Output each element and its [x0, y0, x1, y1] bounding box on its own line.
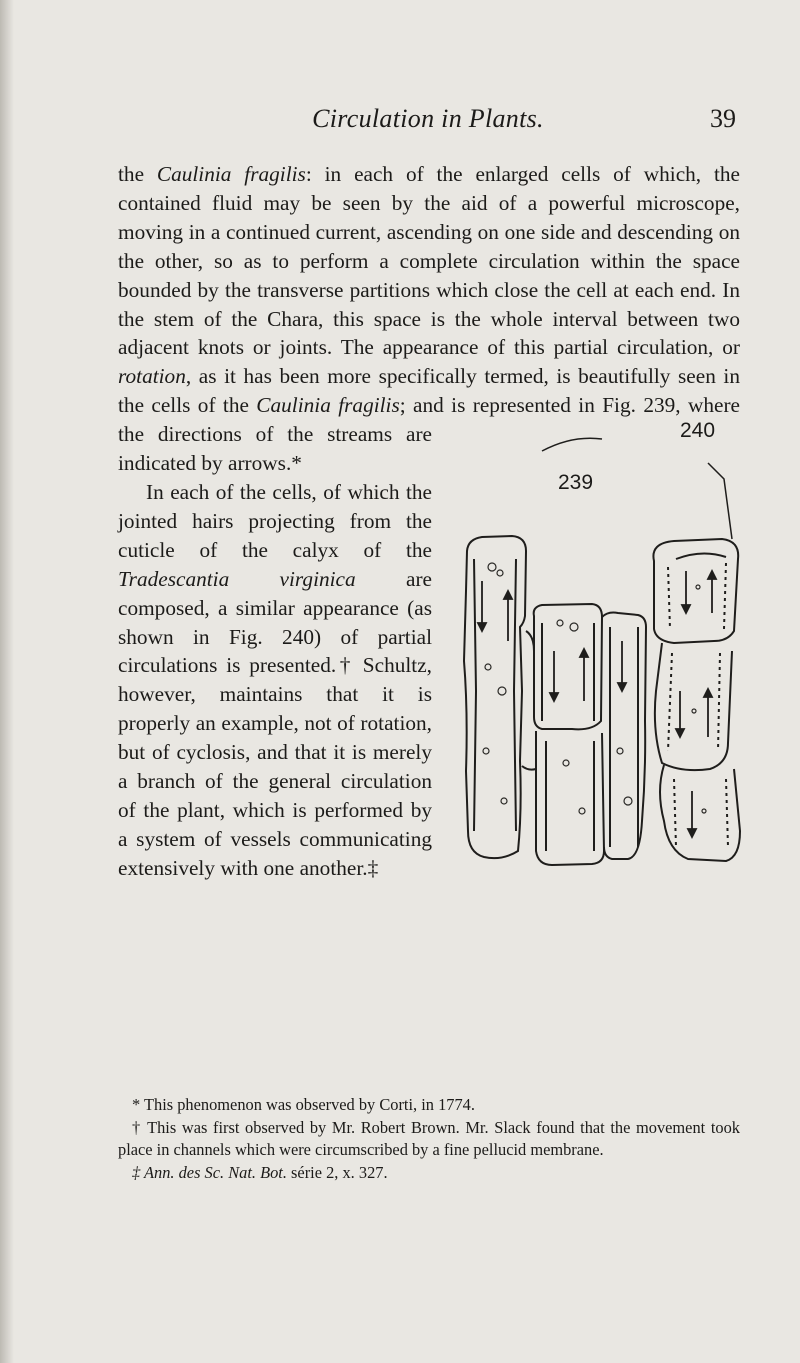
p1-text-b: : in each of the enlarged cells of which, the contained fluid may be seen by the aid of a powerful microscope, moving in a continued current, ascending on one side and descending on the other, so as to perform a complete circulation within the space bounded by the transverse partitions which close the cell at each end. In the stem of the Chara, this space is the whole interval between two adjacent knots or joints. The appearance of this partial circulation, or [118, 162, 741, 360]
footnote-3-rest: série 2, x. 327. [286, 1162, 388, 1182]
p1-species-name-1: Caulinia fragilis [156, 162, 306, 186]
paragraph-1 [118, 160, 741, 495]
p2-text-b: are composed, a similar appearance (as shown in Fig. 240) of partial circulations is presented.† Schultz, however, maintains that it is properly an example, not of rotation, but of cyclosis, and that it is merely a branch of the general circulation of the plant, which is performed by a system of vessels communicating extensively with one another.‡ [118, 566, 433, 880]
p1-term-rotation: rotation [118, 364, 186, 389]
footnotes [118, 1094, 740, 1184]
body-text [118, 160, 740, 887]
fig239-mid-cell-top [534, 604, 602, 729]
p2-species-name: Tradescantia virginica [118, 566, 356, 591]
fig240-cell-bottom [660, 765, 740, 861]
p1-text-a: the [118, 162, 157, 186]
running-head: Circulation in Plants. [312, 104, 544, 133]
footnote-3-citation: ‡ Ann. des Sc. Nat. Bot. [132, 1162, 287, 1182]
p1-text-c: , as it has been more specifically termed, is beautifully seen in the cells of the [118, 364, 740, 418]
fig239-left-cell [464, 536, 526, 858]
footnote-2: † This was first observed by Mr. Robert Brown. Mr. Slack found that the movement took place in channels which were circumscribed by a fine pellucid membrane. [118, 1117, 740, 1159]
fig-240-label: 240 [680, 419, 716, 443]
cell-illustration [442, 391, 744, 887]
p1-species-name-2: Caulinia fragilis [256, 393, 400, 418]
figure-239-240 [442, 391, 744, 887]
footnote-1: * This phenomenon was observed by Corti, in 1774. [132, 1095, 475, 1114]
p1-text-d: ; and is represented in Fig. 239, where the directions of the streams are indicated by arrows.* [118, 393, 740, 476]
page-number: 39 [710, 104, 736, 133]
fig239-right-cell [602, 613, 646, 860]
page-edge [0, 0, 14, 1363]
footnote-3 [118, 1162, 740, 1185]
page-header [118, 104, 738, 138]
p2-text-a: In each of the cells, of which the jointed hairs projecting from the cuticle of the calyx of the [118, 479, 432, 562]
fig-239-label: 239 [558, 471, 594, 495]
